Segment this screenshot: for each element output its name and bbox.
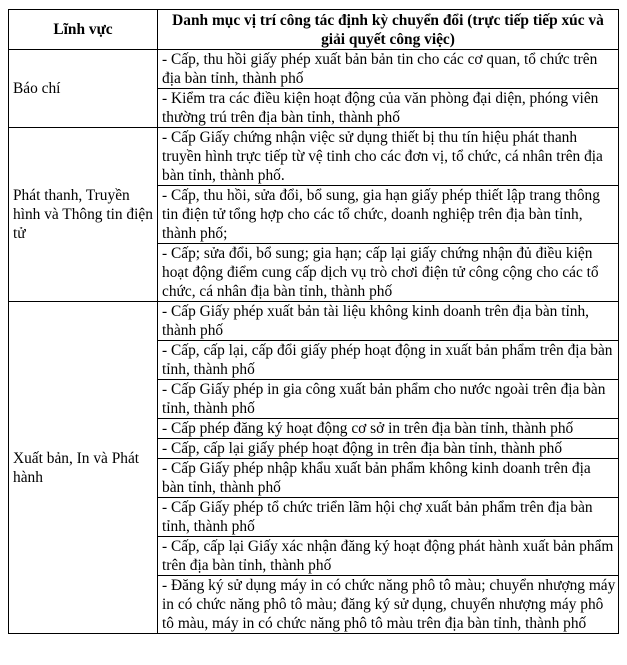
field-cell: Xuất bản, In và Phát hành xyxy=(9,302,158,634)
positions-table xyxy=(8,9,619,634)
position-cell: - Cấp, cấp lại, cấp đổi giấy phép hoạt động in xuất bản phẩm trên địa bàn tỉnh, thành phố xyxy=(158,341,619,380)
position-cell: - Cấp, thu hồi, sửa đổi, bổ sung, gia hạn giấy phép thiết lập trang thông tin điện tử tổng hợp cho các tổ chức, doanh nghiệp trên địa bàn tỉnh, thành phố; xyxy=(158,186,619,244)
position-cell: - Đăng ký sử dụng máy in có chức năng phô tô màu; chuyển nhượng máy in có chức năng phô tô màu; đăng ký sử dụng, chuyển nhượng máy phô tô màu, máy in có chức năng phô tô màu trên địa bàn tỉnh, thành phố xyxy=(158,576,619,634)
table-row xyxy=(9,128,619,186)
position-cell: - Cấp Giấy phép nhập khẩu xuất bản phẩm không kinh doanh trên địa bàn tỉnh, thành phố xyxy=(158,459,619,498)
header-field: Lĩnh vực xyxy=(9,10,158,50)
position-cell: - Cấp, cấp lại Giấy xác nhận đăng ký hoạt động phát hành xuất bản phẩm trên địa bàn tỉnh, thành phố xyxy=(158,537,619,576)
position-cell: - Cấp, cấp lại giấy phép hoạt động in trên địa bàn tỉnh, thành phố xyxy=(158,439,619,459)
position-cell: - Cấp Giấy phép in gia công xuất bản phẩm cho nước ngoài trên địa bàn tỉnh, thành phố xyxy=(158,380,619,419)
position-cell: - Cấp; sửa đổi, bổ sung; gia hạn; cấp lại giấy chứng nhận đủ điều kiện hoạt động điểm cung cấp dịch vụ trò chơi điện tử công cộng cho các tổ chức, cá nhân địa bàn tỉnh, thành phố xyxy=(158,244,619,302)
position-cell: - Cấp, thu hồi giấy phép xuất bản bản tin cho các cơ quan, tổ chức trên địa bàn tỉnh, thành phố xyxy=(158,50,619,89)
position-cell: - Cấp phép đăng ký hoạt động cơ sở in trên địa bàn tỉnh, thành phố xyxy=(158,419,619,439)
position-cell: - Kiểm tra các điều kiện hoạt động của văn phòng đại diện, phóng viên thường trú trên địa bàn tỉnh, thành phố xyxy=(158,89,619,128)
table-row xyxy=(9,50,619,89)
position-cell: - Cấp Giấy chứng nhận việc sử dụng thiết bị thu tín hiệu phát thanh truyền hình trực tiếp từ vệ tinh cho các đơn vị, tổ chức, cá nhân trên địa bàn tỉnh, thành phố. xyxy=(158,128,619,186)
header-positions: Danh mục vị trí công tác định kỳ chuyển đổi (trực tiếp tiếp xúc và giải quyết công việc) xyxy=(158,10,619,50)
position-cell: - Cấp Giấy phép xuất bản tài liệu không kinh doanh trên địa bàn tỉnh, thành phố xyxy=(158,302,619,341)
position-cell: - Cấp Giấy phép tổ chức triển lãm hội chợ xuất bản phẩm trên địa bàn tỉnh, thành phố xyxy=(158,498,619,537)
field-cell: Phát thanh, Truyền hình và Thông tin điện tử xyxy=(9,128,158,302)
field-cell: Báo chí xyxy=(9,50,158,128)
table-row xyxy=(9,302,619,341)
header-row xyxy=(9,10,619,50)
